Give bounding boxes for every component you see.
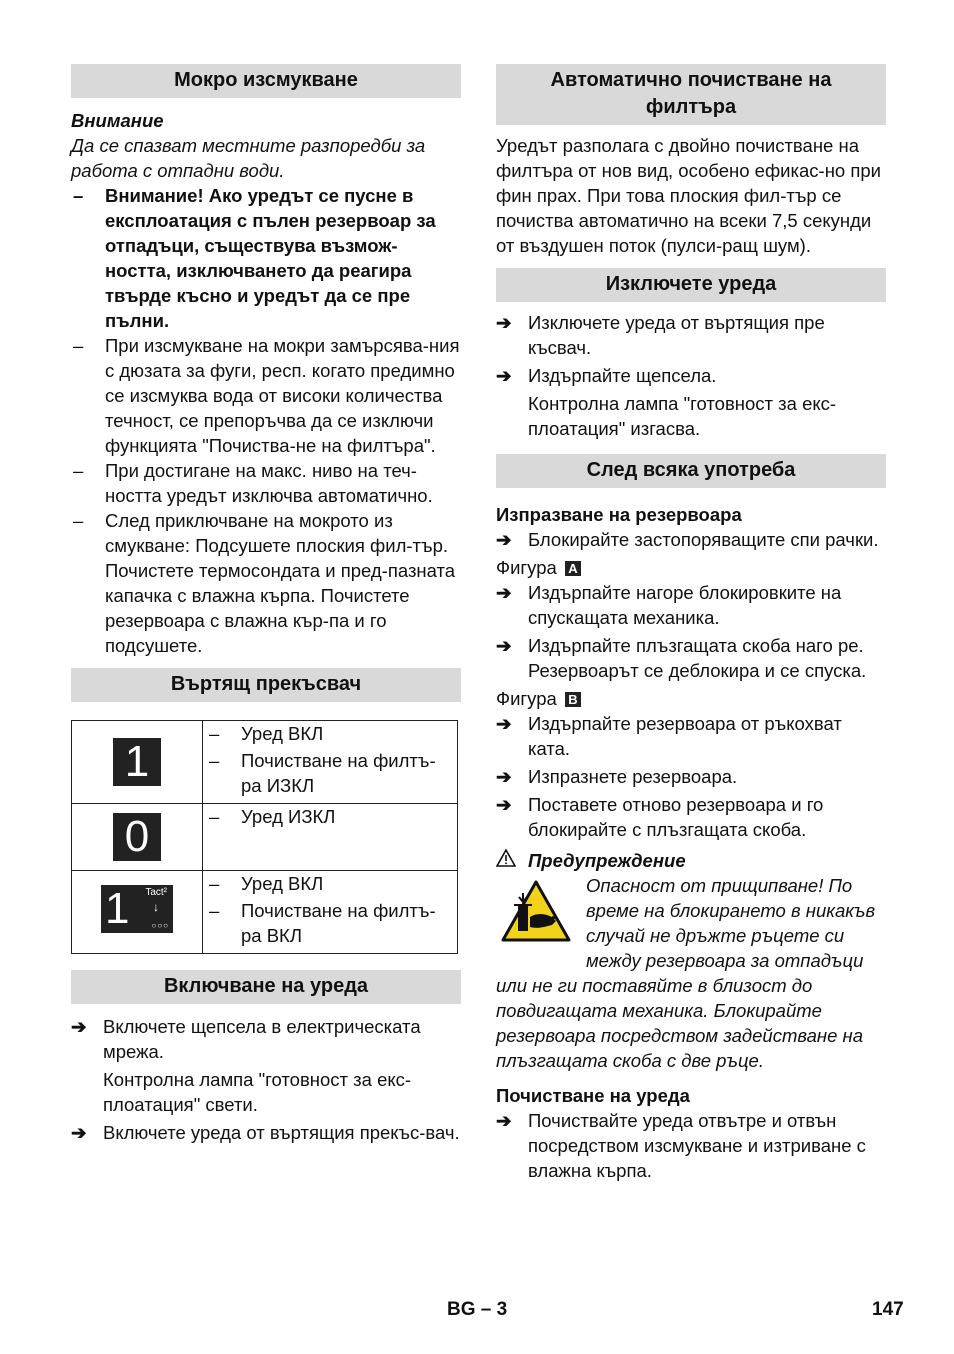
section-title-wet-vacuuming: Мокро изсмукване bbox=[71, 64, 461, 98]
warning-heading: Предупреждение bbox=[496, 848, 886, 873]
auto-filter-text: Уредът разполага с двойно почистване на филтъра от нов вид, особено ефикас-но при фин прах. При това плоския фил-тър се почиства автоматично на всеки 7,5 секунди от въздушен поток (пулси-ращ шум). bbox=[496, 135, 881, 256]
instruction-step: ➔ Издърпайте щепсела. bbox=[496, 365, 717, 386]
switch-desc-cell: – Уред ВКЛ – Почистване на филтъ-ра ВКЛ bbox=[203, 871, 458, 954]
switch-row bbox=[72, 804, 458, 871]
dash-item: – При изсмукване на мокри замърсява-ния с дюзата за фуги, респ. когато предимно се изсмуква вода от високи количества течност, се препоръчва да се изключи функцията "Почиства-не на филтъра". bbox=[73, 335, 460, 456]
instruction-step: ➔ Изключете уреда от въртящия пре късвач. bbox=[496, 312, 825, 358]
dash-item: – След приключване на мокрото из смукване: Подсушете плоския фил-тър. Почистете термосондата и пред-пазната капачка с влажна кърпа. Почистете резервоара с влажна кър-па и го подсушете. bbox=[73, 510, 456, 656]
left-column bbox=[71, 64, 461, 1148]
switch-table bbox=[71, 720, 458, 954]
section-title-switch-on: Включване на уреда bbox=[71, 970, 461, 1004]
dash-marker: – bbox=[73, 335, 84, 356]
section-title-switch-off: Изключете уреда bbox=[496, 268, 886, 302]
dash-marker: – bbox=[73, 510, 84, 531]
attention-text: Да се спазват местните разпоредби за работа с отпадни води. bbox=[71, 135, 426, 181]
subheading-clean-device: Почистване на уреда bbox=[496, 1085, 690, 1106]
figure-a-badge: A bbox=[565, 561, 581, 576]
hand-crush-warning-icon bbox=[500, 879, 572, 949]
arrow-right-icon: ➔ bbox=[496, 1110, 512, 1131]
figure-reference-b: Фигура B bbox=[496, 686, 886, 711]
arrow-right-icon: ➔ bbox=[496, 312, 512, 333]
switch-desc-cell: – Уред ВКЛ – Почистване на филтъ-ра ИЗКЛ bbox=[203, 721, 458, 804]
warning-triangle-icon bbox=[496, 848, 528, 873]
instruction-note: Контролна лампа "готовност за екс-плоатация" свети. bbox=[103, 1069, 412, 1115]
footer-section-label: BG – 3 bbox=[447, 1299, 508, 1320]
figure-b-badge: B bbox=[565, 692, 581, 707]
instruction-step: ➔ Включете щепсела в електрическата мрежа. bbox=[71, 1016, 421, 1062]
instruction-step: ➔ Изпразнете резервоара. bbox=[496, 766, 738, 787]
section-title-rotary-switch: Въртящ прекъсвач bbox=[71, 668, 461, 702]
arrow-right-icon: ➔ bbox=[71, 1016, 87, 1037]
switch-symbol-cell bbox=[72, 871, 203, 954]
instruction-step: ➔ Почиствайте уреда отвътре и отвън посредством изсмукване и изтриване с влажна кърпа. bbox=[496, 1110, 866, 1181]
subheading-empty-container: Изпразване на резервоара bbox=[496, 504, 742, 525]
switch-row bbox=[72, 721, 458, 804]
switch-position-tact-icon: 1 Tact² ↓ ○○○ bbox=[101, 885, 173, 933]
switch-row bbox=[72, 871, 458, 954]
arrow-right-icon: ➔ bbox=[496, 365, 512, 386]
attention-label: Внимание bbox=[71, 110, 164, 131]
switch-desc-cell: – Уред ИЗКЛ bbox=[203, 804, 458, 871]
section-title-auto-filter-cleaning: Автоматично почистване на филтъра bbox=[496, 64, 886, 125]
arrow-right-icon: ➔ bbox=[496, 582, 512, 603]
dash-marker: – bbox=[73, 460, 84, 481]
footer-page-number: 147 bbox=[872, 1299, 904, 1320]
dash-item: – Внимание! Ако уредът се пусне в експлоатация с пълен резервоар за отпадъци, съществува възмож-ността, изключването да реагира твърде късно и уредът да се пре пълни. bbox=[73, 185, 436, 331]
instruction-step: ➔ Блокирайте застопоряващите спи рачки. bbox=[496, 529, 879, 550]
arrow-right-icon: ➔ bbox=[496, 529, 512, 550]
instruction-step: ➔ Издърпайте плъзгащата скоба наго ре. Резервоарът се деблокира и се спуска. bbox=[496, 635, 867, 681]
dash-marker: – bbox=[73, 185, 84, 206]
instruction-step: ➔ Поставете отново резервоара и го блокирайте с плъзгащата скоба. bbox=[496, 794, 824, 840]
figure-reference-a: Фигура A bbox=[496, 555, 886, 580]
switch-position-0-icon: 0 bbox=[113, 813, 161, 861]
switch-symbol-cell bbox=[72, 804, 203, 871]
dash-item: – При достигане на макс. ниво на теч-ността уредът изключва автоматично. bbox=[73, 460, 433, 506]
arrow-right-icon: ➔ bbox=[496, 635, 512, 656]
instruction-step: ➔ Включете уреда от въртящия прекъс-вач. bbox=[71, 1122, 460, 1143]
instruction-note: Контролна лампа "готовност за екс-плоатация" изгасва. bbox=[528, 393, 837, 439]
switch-position-1-icon: 1 bbox=[113, 738, 161, 786]
instruction-step: ➔ Издърпайте нагоре блокировките на спускащата механика. bbox=[496, 582, 842, 628]
arrow-right-icon: ➔ bbox=[496, 713, 512, 734]
switch-symbol-cell bbox=[72, 721, 203, 804]
arrow-right-icon: ➔ bbox=[71, 1122, 87, 1143]
warning-block bbox=[496, 873, 886, 1073]
right-column bbox=[496, 64, 886, 1186]
warning-text: Опасност от прищипване! По време на блокирането в никакъв случай не дръжте ръцете си между резервоара за отпадъци или не ги поставяйте в близост до повдигащата механика. Блокирайте резервоара посредством задействане на плъзгащата скоба с две ръце. bbox=[496, 875, 876, 1071]
arrow-right-icon: ➔ bbox=[496, 766, 512, 787]
section-title-after-use: След всяка употреба bbox=[496, 454, 886, 488]
instruction-step: ➔ Издърпайте резервоара от ръкохват ката. bbox=[496, 713, 842, 759]
arrow-right-icon: ➔ bbox=[496, 794, 512, 815]
